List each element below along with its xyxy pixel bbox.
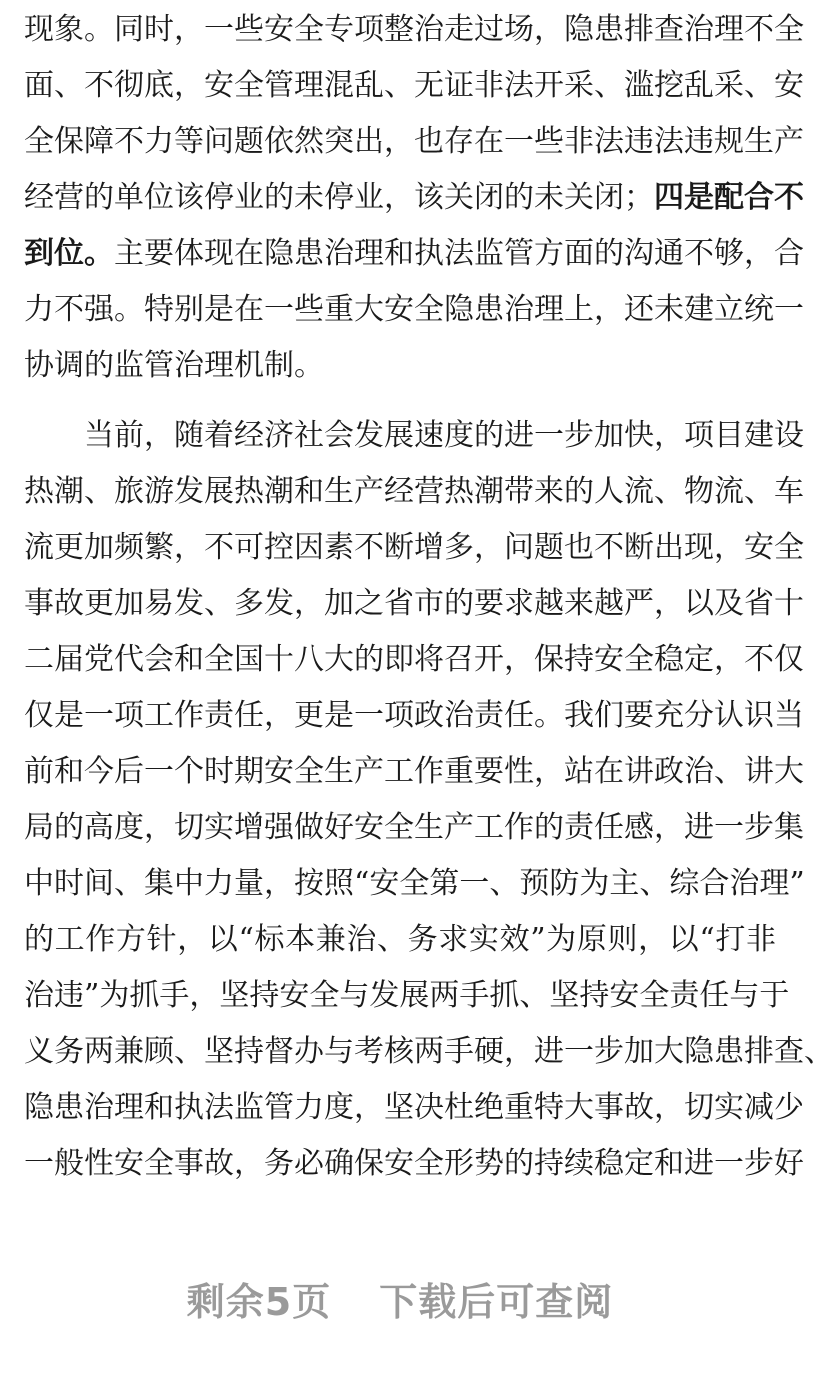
- text-line: 力不强。特别是在一些重大安全隐患治理上，还未建立统一: [24, 292, 804, 327]
- text-line: 一般性安全事故，务必确保安全形势的持续稳定和进一步好: [24, 1146, 804, 1181]
- text-segment: 主要体现在隐患治理和执法监管方面的沟通不够，合: [114, 236, 804, 271]
- text-line: 全保障不力等问题依然突出，也存在一些非法违法违规生产: [24, 124, 804, 159]
- text-line: 义务两兼顾、坚持督办与考核两手硬，进一步加大隐患排查、: [24, 1034, 834, 1069]
- bold-heading: 到位。: [24, 236, 114, 271]
- text-line: 的工作方针，以“标本兼治、务求实效”为原则，以“打非: [24, 922, 776, 957]
- text-line: 治违”为抓手，坚持安全与发展两手抓、坚持安全责任与于: [24, 978, 790, 1013]
- text-line: 面、不彻底，安全管理混乱、无证非法开采、滥挖乱采、安: [24, 68, 804, 103]
- text-line: 仅是一项工作责任，更是一项政治责任。我们要充分认识当: [24, 698, 804, 733]
- text-line: 现象。同时，一些安全专项整治走过场，隐患排查治理不全: [24, 12, 804, 47]
- text-line: 中时间、集中力量，按照“安全第一、预防为主、综合治理”: [24, 866, 805, 901]
- text-line: 流更加频繁，不可控因素不断增多，问题也不断出现，安全: [24, 530, 804, 565]
- text-line: 隐患治理和执法监管力度，坚决杜绝重特大事故，切实减少: [24, 1090, 804, 1125]
- bold-heading: 四是配合不: [654, 180, 804, 215]
- text-line: 二届党代会和全国十八大的即将召开，保持安全稳定，不仅: [24, 642, 804, 677]
- text-line: 前和今后一个时期安全生产工作重要性，站在讲政治、讲大: [24, 754, 804, 789]
- text-line: 当前，随着经济社会发展速度的进一步加快，项目建设: [84, 418, 804, 453]
- text-line: 热潮、旅游发展热潮和生产经营热潮带来的人流、物流、车: [24, 474, 804, 509]
- text-line: 局的高度，切实增强做好安全生产工作的责任感，进一步集: [24, 810, 804, 845]
- text-line: [24, 170, 804, 226]
- text-line: 协调的监管治理机制。: [24, 348, 324, 383]
- text-line: 事故更加易发、多发，加之省市的要求越来越严，以及省十: [24, 586, 804, 621]
- download-to-view-label: 下载后可查阅: [379, 1280, 614, 1324]
- remaining-pages-label: 剩余5页: [186, 1280, 332, 1324]
- text-line: [24, 226, 804, 282]
- text-segment: 经营的单位该停业的未停业，该关闭的未关闭；: [24, 180, 654, 215]
- download-banner[interactable]: [0, 1272, 800, 1332]
- document-body: [24, 2, 834, 1192]
